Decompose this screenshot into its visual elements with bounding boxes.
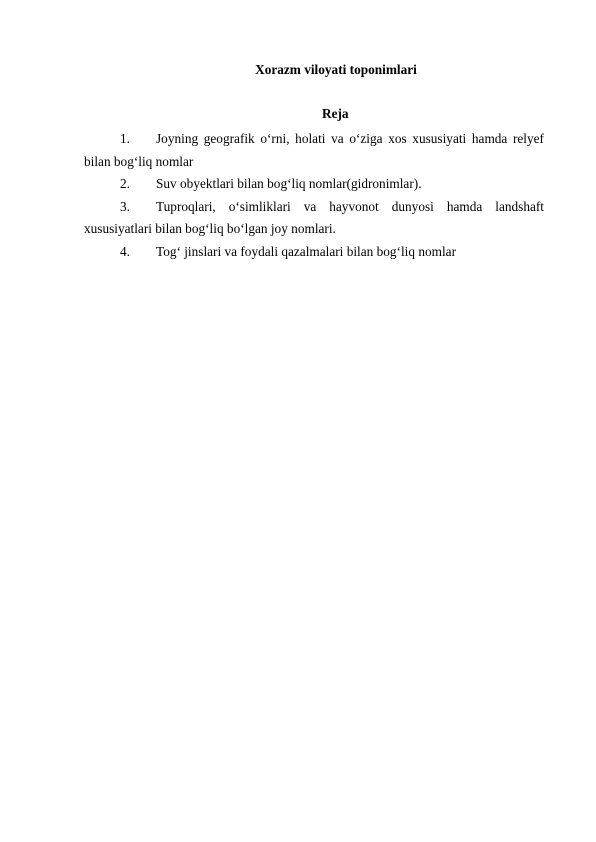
list-item-line: Suv obyektlari bilan bog‘liq nomlar(gidronimlar). [156, 176, 422, 191]
list-item-number: 3. [120, 198, 130, 214]
list-item-line: xususiyatlari bilan bog‘liq bo‘lgan joy nomlari. [84, 221, 336, 236]
list-item-number: 4. [120, 243, 130, 259]
list-item [84, 241, 544, 264]
list-item-line: Joyning geografik o‘rni, holati va o‘ziga xos xususiyati hamda relyef [156, 131, 544, 146]
list-item-number: 2. [120, 176, 130, 191]
list-item [84, 173, 544, 196]
plan-heading: Reja [322, 106, 349, 121]
document-title: Xorazm viloyati toponimlari [255, 62, 417, 77]
list-item-line: Tog‘ jinslari va foydali qazalmalari bilan bog‘liq nomlar [156, 243, 457, 259]
list-item [84, 196, 544, 241]
list-item-number: 1. [120, 131, 130, 146]
list-item-line: Tuproqlari, o‘simliklari va hayvonot dunyosi hamda landshaft [156, 198, 544, 214]
plan-list [84, 128, 544, 263]
list-item-line: bilan bog‘liq nomlar [84, 153, 194, 169]
list-item [84, 128, 544, 173]
